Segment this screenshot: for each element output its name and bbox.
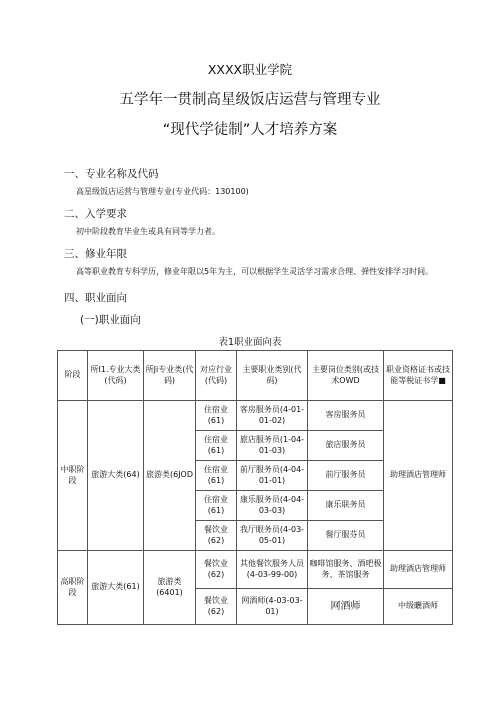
table-header-row	[58, 351, 453, 401]
position-cell: 前厅服务员	[308, 461, 384, 491]
industry-cell: 住宿业(61)	[196, 461, 237, 491]
stage-zhongzhi: 中职阶段	[58, 401, 88, 551]
section4-heading: 四、职业面向	[64, 292, 127, 304]
section1-heading: 一、专业名称及代码	[64, 168, 159, 180]
section3-body: 高等职业教育专科学历，修业年限以5年为主，可以根据学生灵活学习需求合理、弹性安排学习时间。	[76, 267, 434, 276]
industry-cell: 住宿业(61)	[196, 491, 237, 521]
position-cell: 客房服务员	[308, 401, 384, 431]
major-category-zhongzhi: 旅游大类(64)	[88, 401, 144, 551]
table-row	[58, 551, 453, 589]
position-cell: 康乐联务员	[308, 491, 384, 521]
table-row	[58, 401, 453, 431]
occupation-table	[57, 350, 453, 625]
occupation-cell: 我厅眼务员(4-03-05-01)	[237, 521, 308, 551]
position-cell: 咖啡馆服务、酒吧极务、茶馆服务	[308, 551, 384, 589]
header-major-category: 所I1.专业大类(代码)	[88, 351, 144, 401]
occupation-cell: 其他餐饮服务人员(4-03-99-00)	[237, 551, 308, 589]
certificate-zhongzhi: 助理酒店管理师	[384, 401, 453, 551]
document-title-line2: “现代学徒制”人才培养方案	[162, 122, 338, 138]
table-caption: 表1职业面向表	[218, 337, 282, 348]
document-title-line1: 五学年一贯制高星级饭店运营与管理专业	[119, 92, 381, 108]
occupation-cell: 前厅服务员(4-04-01-01)	[237, 461, 308, 491]
position-cell: 旅店服务员	[308, 431, 384, 461]
occupation-cell: 网酒师(4-03-03-01)	[237, 589, 308, 625]
position-cell: 餐厅服芬员	[308, 521, 384, 551]
position-cell: 网酒师	[308, 589, 384, 625]
major-category-gaozhi: 旅游大类(61)	[88, 551, 144, 625]
section1-body: 高星级饭店运营与管理专业(专业代码：130100)	[76, 187, 249, 196]
section2-body: 初中阶段教育毕业生或具有同等学力者。	[76, 227, 220, 236]
certificate-cell: 中级曬酒师	[384, 589, 453, 625]
industry-cell: 餐饮业(62)	[196, 589, 237, 625]
stage-gaozhi: 高职阶段	[58, 551, 88, 625]
header-certificate: 职业资格证书或技能等税证书学■	[384, 351, 453, 401]
school-name: XXXX职业学院	[207, 62, 293, 77]
section2-heading: 二、入学要求	[64, 208, 127, 220]
major-class-zhongzhi: 旅游类(6JOD	[144, 401, 196, 551]
major-class-gaozhi: 旅游类(6401)	[144, 551, 196, 625]
section3-heading: 三、修业年限	[64, 248, 127, 260]
occupation-cell: 旅店服务员(1-04-01-03)	[237, 431, 308, 461]
industry-cell: 餐饮业(62)	[196, 551, 237, 589]
section4-subheading: (一)职业面向	[80, 314, 141, 326]
industry-cell: 餐饮业(62)	[196, 521, 237, 551]
occupation-cell: 康乐服务员(4-04-03-03)	[237, 491, 308, 521]
occupation-cell: 客房服务员(4-01-01-02)	[237, 401, 308, 431]
header-occupation: 主要职业类别(代码)	[237, 351, 308, 401]
industry-cell: 住宿业(61)	[196, 431, 237, 461]
industry-cell: 住宿业(61)	[196, 401, 237, 431]
header-major-class: 所Ji专业类(代码)	[144, 351, 196, 401]
header-industry: 对应行业(代码)	[196, 351, 237, 401]
header-position: 主要岗位类别(或技术OWD	[308, 351, 384, 401]
certificate-cell: 助理酒店管理师	[384, 551, 453, 589]
header-stage: 阶段	[58, 351, 88, 401]
